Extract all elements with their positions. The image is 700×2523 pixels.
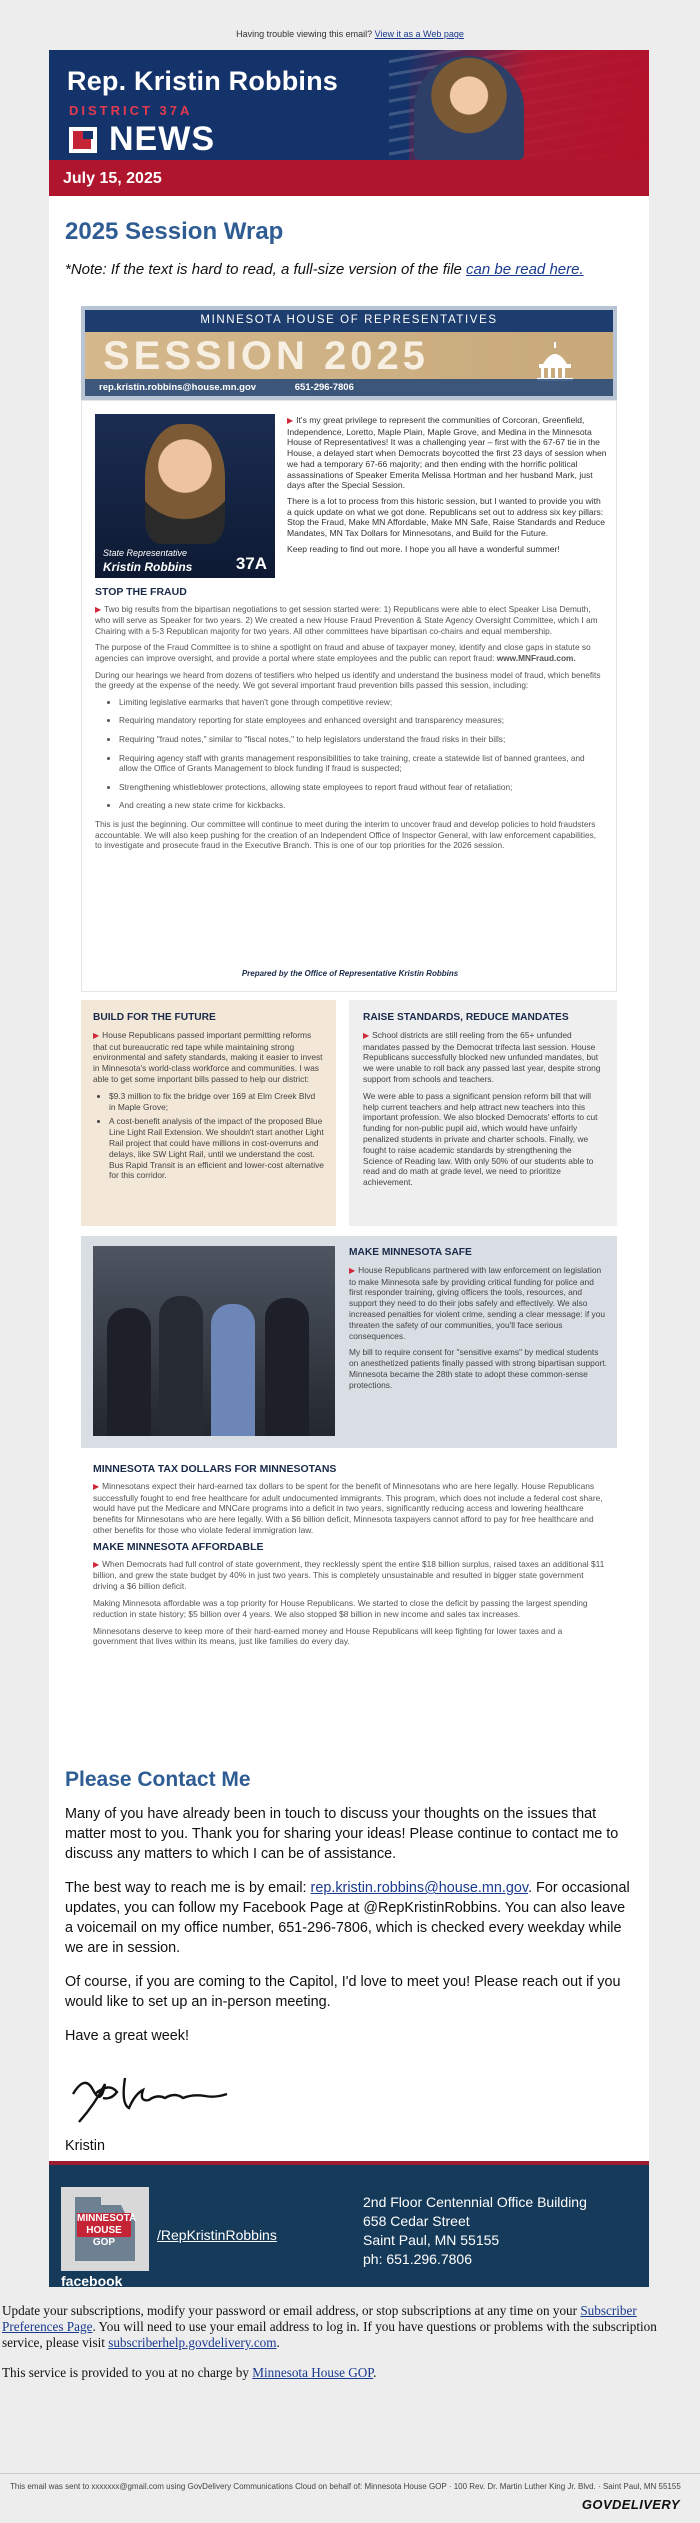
bullet-triangle-icon: ▶ (349, 1265, 356, 1275)
raise-standards-p2: We were able to pass a significant pension reform bill that will help current teachers and help attract new teachers into this important profession. We also blocked Democrats' efforts to cut funding for non-public pupil aid, which would have unfairly penalized students in private and charter schools. Finally, we fought to raise academic standards by strengthening the Science of Reading law. With only 50% of our students able to read and do math at grade level, we need to prioritize achievement. (363, 1090, 598, 1188)
date-bar: July 15, 2025 (49, 160, 649, 196)
contact-section (65, 1770, 635, 2170)
address-line: Saint Paul, MN 55155 (363, 2232, 500, 2248)
mnfraud-site: www.MNFraud.com. (496, 652, 576, 663)
rep-photo-role: State Representative (103, 548, 188, 558)
address-line: 2nd Floor Centennial Office Building (363, 2194, 587, 2210)
header-portrait-photo (414, 56, 524, 160)
office-address (363, 2193, 587, 2269)
newsletter-header (49, 50, 649, 160)
contact-closing: Have a great week! (65, 2028, 189, 2044)
capitol-dome-icon (533, 340, 577, 382)
list-item: • Limiting legislative earmarks that haven't gone through competitive review; (119, 697, 603, 708)
read-here-link[interactable]: can be read here. (466, 261, 584, 278)
intro-text (287, 415, 607, 559)
stop-fraud-section (95, 587, 603, 857)
contact-p2b: . For occasional updates, you can follow my Facebook Page at @RepKristinRobbins. You can also leave a voicemail on my office number, 651-296-7806, which is checked every weekday while we are in session. (65, 1880, 630, 1956)
raise-standards-p1: School districts are still reeling from the 65+ unfunded mandates passed by the Democrat trifecta last session. House Republicans successfully blocked new unfunded mandates, but we were unable to roll back any passed last year, despite strong support from schools and teachers. (363, 1029, 601, 1084)
tax-affordable-section (81, 1460, 617, 1653)
prepared-by: Prepared by the Office of Representative Kristin Robbins (241, 969, 459, 978)
bullet-triangle-icon: ▶ (93, 1559, 100, 1569)
make-mn-safe-text (349, 1248, 607, 1397)
contact-p2 (65, 1878, 635, 1958)
page-title: 2025 Session Wrap (65, 218, 284, 245)
session-banner (81, 306, 617, 400)
tax-dollars-p1: Minnesotans expect their hard-earned tax dollars to be spent for the benefit of Minnesotans who are here legally. House Republicans successfully fought to end free healthcare for adult undocumented immigrants. This program, which does not include a federal cost share, would have put the Medicare and MNCare programs into a deficit in two years, significantly reducing access and lowering healthcare benefits for Minnesotans who are here legally. With a $6 billion deficit, Minnesota taxpayers cannot afford to pay for free healthcare and other benefits for those who violate federal immigration law. (93, 1480, 603, 1535)
facebook-page-link[interactable]: /RepKristinRobbins (157, 2227, 277, 2243)
mn-state-logo-icon (69, 127, 97, 153)
banner-session: SESSION 2025 (103, 334, 429, 378)
intro-p3: Keep reading to find out more. I hope you all have a wonderful summer! (287, 543, 560, 554)
legal-footer: This email was sent to xxxxxxx@gmail.com using GovDelivery Communications Cloud on behalf of: Minnesota House GOP · 100 Rev. Dr. Martin Luther King Jr. Blvd. · Saint Paul, MN 55155 (0, 2473, 700, 2500)
affordable-p2: Making Minnesota affordable was a top priority for House Republicans. We started to close the deficit by passing the largest spending reduction in state history; $5 billion over 4 years. We also stopped $8 billion in new income and sales tax increases. (93, 1597, 588, 1619)
bullet-triangle-icon: ▶ (95, 604, 102, 614)
subscriber-preferences-link[interactable]: Subscriber Preferences Page (2, 2303, 637, 2334)
tax-dollars-heading: MINNESOTA TAX DOLLARS FOR MINNESOTANS (93, 1463, 337, 1475)
make-mn-safe-p2: My bill to require consent for "sensitive exams" by medical students on anesthetized patients finally passed with strong bipartisan support. Minnesota became the 28th state to adopt these common-sense protections. (349, 1347, 607, 1390)
email-body (49, 50, 649, 2287)
header-news: NEWS (109, 120, 215, 158)
signature-image (65, 2064, 235, 2126)
fraud-bills-list (109, 697, 603, 811)
rep-photo-district: 37A (235, 554, 267, 573)
banner-email: rep.kristin.robbins@house.mn.gov (99, 382, 257, 393)
address-phone: ph: 651.296.7806 (363, 2251, 472, 2267)
list-item: • Requiring agency staff with grants management responsibilities to take training, create a statewide list of banned grantees, and allow the Office of Grants Management to block funding if fraud is suspected; (119, 753, 603, 774)
officer-figure (159, 1296, 203, 1436)
contact-p1: Many of you have already been in touch to discuss your thoughts on the issues that matter most to you. Thank you for sharing your ideas! Please continue to contact me to discuss any matters to which I can be of assistance. (65, 1806, 619, 1862)
list-item: • Requiring "fraud notes," similar to "fiscal notes," to help legislators understand the fraud risks in their bills; (119, 734, 603, 745)
stop-fraud-p3: During our hearings we heard from dozens of testifiers who helped us identify and understand the business model of fraud, which benefits the greedy at the expense of the needy. We got several important fraud prevention bills passed this session, including: (95, 669, 601, 691)
subscription-text-2: . You will need to use your email address to log in. If you have questions or problems with the subscription service, please visit (2, 2319, 657, 2350)
officer-figure (265, 1298, 309, 1436)
raise-standards-panel (349, 1000, 617, 1226)
subscriberhelp-link[interactable]: subscriberhelp.govdelivery.com (108, 2335, 277, 2350)
banner-phone: 651-296-7806 (294, 382, 354, 393)
email-link[interactable]: rep.kristin.robbins@house.mn.gov (310, 1880, 529, 1896)
officer-figure (107, 1308, 151, 1436)
build-future-heading: BUILD FOR THE FUTURE (93, 1012, 216, 1023)
footer-bar (49, 2161, 649, 2287)
rep-portrait (145, 424, 225, 544)
stop-fraud-p4: This is just the beginning. Our committee will continue to meet during the interim to uncover fraud and develop policies to hold fraudsters accountable. We will also keep pushing for the creation of an Independent Office of Inspector General, with law enforcement capabilities, to investigate and prosecute fraud in the Executive Branch. This is one of our top priorities for the 2026 session. (95, 818, 597, 851)
subscription-info (0, 2303, 700, 2395)
raise-standards-heading: RAISE STANDARDS, REDUCE MANDATES (363, 1012, 569, 1023)
rep-photo-name: Kristin Robbins (103, 560, 193, 574)
banner-contact (85, 379, 613, 396)
top-notice-text: Having trouble viewing this email? (236, 29, 373, 39)
build-future-p1: House Republicans passed important permitting reforms that cut bureaucratic red tape while maintaining strong environmental and safety standards, making it easier to invest in Minnesota's world-class workforce and communities. I was able to get some important bills passed to help our district: (93, 1029, 323, 1084)
full-size-note (65, 261, 584, 278)
facebook-logo-icon: facebook (61, 2273, 123, 2289)
subscription-text-1: Update your subscriptions, modify your password or email address, or stop subscriptions at any time on your (2, 2303, 578, 2318)
stop-fraud-p1: Two big results from the bipartisan negotiations to get session started were: 1) Republicans were able to elect Speaker Lisa Demuth, who will serve as Speaker for two years. 2) We created a new House Fraud Prevention & State Agency Oversight Committee, which I am Chairing with a 5-3 Republican majority for two years. All other committees have bipartisan co-chairs and equal membership. (95, 603, 598, 636)
bullet-triangle-icon: ▶ (287, 416, 294, 425)
banner-top: MINNESOTA HOUSE OF REPRESENTATIVES (85, 310, 613, 332)
list-item: • $9.3 million to fix the bridge over 169 at Elm Creek Blvd in Maple Grove; (109, 1091, 324, 1113)
house-gop-link[interactable]: Minnesota House GOP (252, 2365, 374, 2380)
top-notice (0, 0, 700, 38)
service-text: This service is provided to you at no charge by (2, 2365, 249, 2380)
affordable-p3: Minnesotans deserve to keep more of their hard-earned money and House Republicans will keep fighting for lower taxes and a government that lives within its means, just like families do every day. (93, 1625, 563, 1647)
list-item: • And creating a new state crime for kickbacks. (119, 800, 603, 811)
list-item: • A cost-benefit analysis of the impact of the proposed Blue Line Light Rail Extension. We shouldn't start another Light Rail project that could have millions in cost-overruns and delays, like SW Light Rail, until we understand the cost. Bus Rapid Transit is an efficient and lower-cost alternative for this corridor. (109, 1116, 324, 1181)
intro-p2: There is a lot to process from this historic session, but I wanted to provide you with a quick update on what we got done. Republicans set out to address six key pillars: Stop the Fraud, Make MN Affordable, Make MN Safe, Raise Standards and Reduce Mandates, MN Tax Dollars for Minnesotans, and Build for the Future. (287, 495, 605, 539)
bullet-triangle-icon: ▶ (363, 1030, 370, 1040)
note-text: *Note: If the text is hard to read, a full-size version of the file (65, 261, 462, 278)
rep-figure (211, 1304, 255, 1436)
stop-fraud-p2: The purpose of the Fraud Committee is to shine a spotlight on fraud and abuse of taxpayer money, identify and close gaps in statute so agencies can improve oversight, and provide a portal where state employees and the public can report fraud: (95, 642, 591, 663)
affordable-heading: MAKE MINNESOTA AFFORDABLE (93, 1540, 264, 1553)
govdelivery-logo: GOVDELIVERY (581, 2497, 680, 2512)
bullet-triangle-icon: ▶ (93, 1030, 100, 1040)
intro-p1: It's my great privilege to represent the communities of Corcoran, Greenfield, Independence, Loretto, Maple Plain, Maple Grove, and Medina in the Minnesota House of Representatives! It was a challenging year – first with the 67-67 tie in the House, a delayed start when Democrats boycotted the first 23 days of session when we had a temporary 67-66 majority; and then ending with the horrific political assassinations of Speaker Emerita Melissa Hortman and her husband Mark, just days after the Special Session. (287, 415, 607, 491)
affordable-p1: When Democrats had full control of state government, they recklessly spent the entire $18 billion surplus, raised taxes an additional $11 billion, and grew the state budget by 40% in just two years. This is completely unsustainable and resulted in bigger state government driving a $6 billion deficit. (93, 1558, 605, 1592)
list-item: • Requiring mandatory reporting for state employees and enhanced oversight and transparency measures; (119, 715, 603, 726)
house-gop-logo-icon (61, 2187, 149, 2271)
make-mn-safe-heading: MAKE MINNESOTA SAFE (349, 1247, 472, 1258)
signature-name: Kristin (65, 2138, 105, 2154)
district-bills-list (97, 1091, 324, 1181)
list-item: • Strengthening whistleblower protections, allowing state employees to report fraud without fear of retaliation; (119, 782, 603, 793)
rep-photo (95, 414, 275, 578)
contact-p3: Of course, if you are coming to the Capitol, I'd love to meet you! Please reach out if you would like to set up an in-person meeting. (65, 1974, 621, 2010)
header-district: DISTRICT 37A (69, 103, 193, 118)
contact-p2a: The best way to reach me is by email: (65, 1880, 307, 1896)
house-gop-badge: MINNESOTA HOUSE GOP (77, 2213, 137, 2248)
service-text-end: . (373, 2365, 377, 2380)
session-article (81, 400, 617, 992)
build-future-panel (81, 1000, 336, 1226)
address-line: 658 Cedar Street (363, 2213, 470, 2229)
make-mn-safe-p1: House Republicans partnered with law enforcement on legislation to make Minnesota safe by providing critical funding for police and first responder training, giving officers the tools, resources, and support they need to do their jobs safely and effectively. We also increased penalties for violent crime, sending a clear message: if you threaten the safety of our communities, you'll face serious consequences. (349, 1264, 606, 1341)
header-name: Rep. Kristin Robbins (67, 66, 339, 96)
bullet-triangle-icon: ▶ (93, 1481, 100, 1491)
subscription-text-3: . (276, 2335, 280, 2350)
view-web-page-link[interactable]: View it as a Web page (374, 29, 464, 39)
contact-heading: Please Contact Me (65, 1768, 251, 1791)
law-enforcement-photo (93, 1246, 335, 1436)
make-mn-safe-panel (81, 1236, 617, 1448)
stop-fraud-heading: STOP THE FRAUD (95, 586, 187, 598)
